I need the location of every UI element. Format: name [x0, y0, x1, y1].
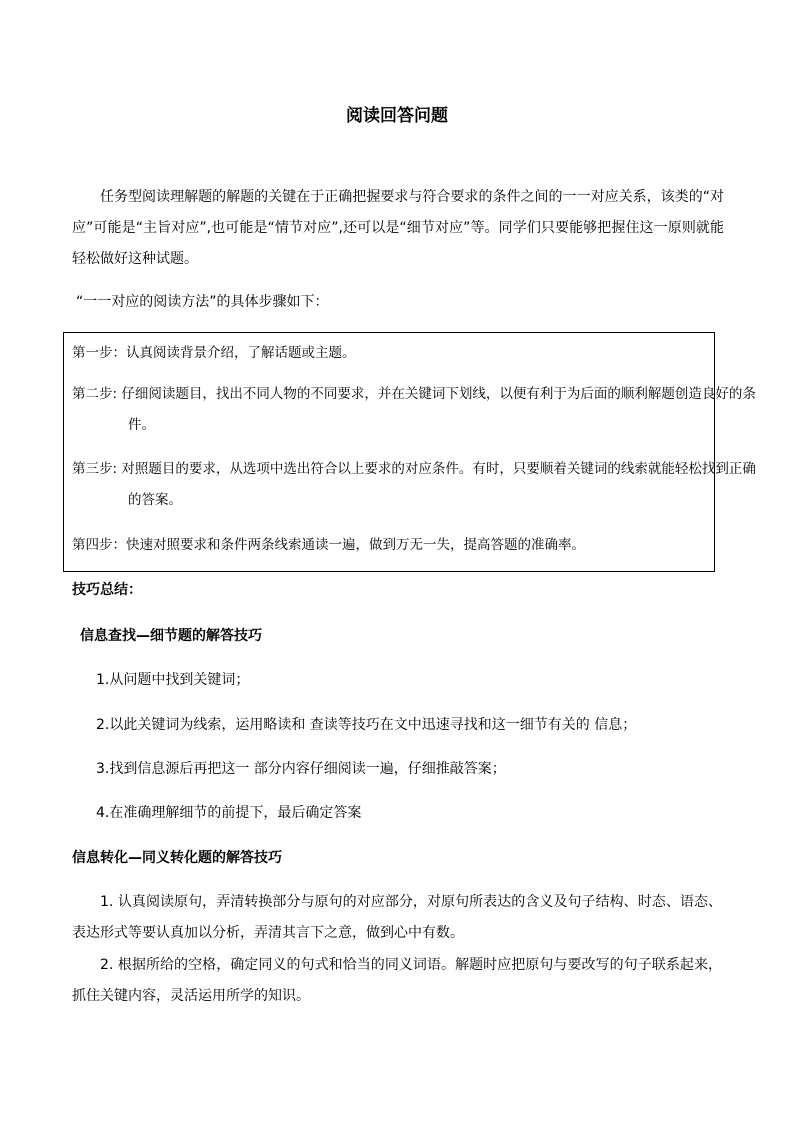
- step-text: 快速对照要求和条件两条线索通读一遍，做到万无一失，提高答题的准确率。: [126, 537, 585, 553]
- step-1: [72, 338, 764, 369]
- summary-heading: 技巧总结：: [72, 582, 142, 598]
- section2-item-2: 2. 根据所给的空格，确定同义的句式和恰当的同义词语。解题时应把原句与要改写的句子联系起来，抓住关键内容，灵活运用所学的知识。: [72, 957, 722, 1004]
- section2-heading: 信息转化—同义转化题的解答技巧: [72, 850, 282, 866]
- section1-item-4: 4.在准确理解细节的前提下，最后确定答案: [96, 805, 362, 821]
- step-3: [72, 454, 764, 516]
- step-text: 对照题目的要求，从选项中选出符合以上要求的对应条件。有时，只要顺着关键词的线索就能轻松找到正确的答案。: [121, 461, 756, 508]
- step-label: 第二步:: [72, 386, 122, 402]
- intro-paragraph: 任务型阅读理解题的解题的关键在于正确把握要求与符合要求的条件之间的一一对应关系，该类的“对应”可能是“主旨对应”,也可能是“情节对应”,还可以是“细节对应”等。同学们只要能够把握住这一原则就能轻松做好这种试题。: [72, 189, 724, 267]
- steps-box: [63, 332, 756, 572]
- step-label: 第三步:: [72, 461, 122, 477]
- step-text: 仔细阅读题目，找出不同人物的不同要求，并在关键词下划线，以便有利于为后面的顺利解题创造良好的条件。: [121, 386, 756, 433]
- step-text: 认真阅读背景介绍，了解话题或主题。: [126, 345, 356, 361]
- section1-item-1: 1.从问题中找到关键词；: [96, 672, 250, 688]
- steps-lead: “一一对应的阅读方法”的具体步骤如下：: [76, 294, 329, 310]
- step-label: 第四步：: [72, 537, 126, 553]
- section1-item-3: 3.找到信息源后再把这一 部分内容仔细阅读一遍，仔细推敲答案；: [96, 761, 506, 777]
- section2-item-1: 1. 认真阅读原句，弄清转换部分与原句的对应部分，对原句所表达的含义及句子结构、时态、语态、表达形式等要认真加以分析，弄清其言下之意，做到心中有数。: [72, 894, 722, 941]
- step-2: [72, 379, 764, 441]
- section1-item-2: 2.以此关键词为线索，运用略读和 查读等技巧在文中迅速寻找和这一细节有关的 信息；: [96, 717, 637, 733]
- step-label: 第一步：: [72, 345, 126, 361]
- section1-heading: 信息查找—细节题的解答技巧: [80, 628, 262, 644]
- step-4: [72, 530, 764, 561]
- page-title: 阅读回答问题: [346, 106, 448, 126]
